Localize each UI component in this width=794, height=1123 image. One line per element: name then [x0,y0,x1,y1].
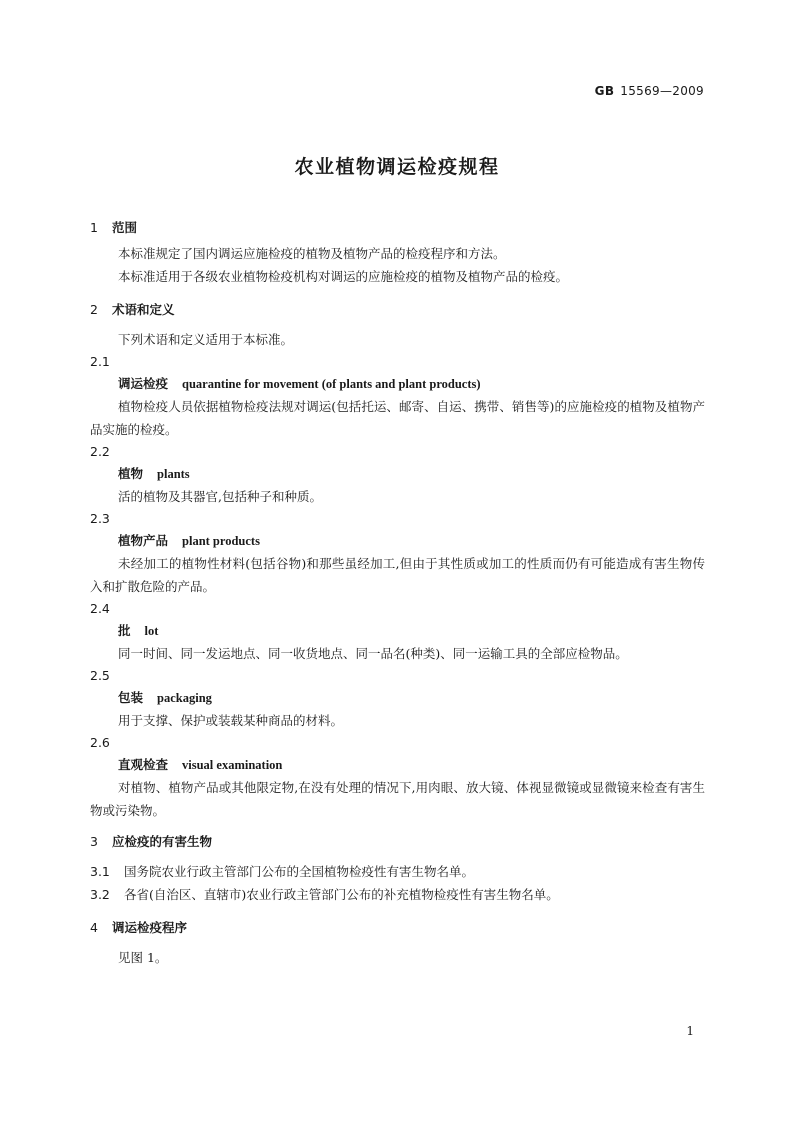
section-title: 范围 [112,220,138,235]
clause-number: 2.2 [90,444,110,459]
term-english: plant products [182,534,260,548]
term-english: visual examination [182,758,283,772]
section-4-heading [90,914,705,942]
term-heading [90,687,705,709]
list-item-text: 各省(自治区、直辖市)农业行政主管部门公布的补充植物检疫性有害生物名单。 [124,887,559,902]
term-english: quarantine for movement (of plants and plant products) [182,377,481,391]
term-definition: 用于支撑、保护或装载某种商品的材料。 [118,713,344,728]
term-definition: 植物检疫人员依据植物检疫法规对调运(包括托运、邮寄、自运、携带、销售等)的应施检疫的植物及植物产品实施的检疫。 [90,399,705,437]
term-heading [90,530,705,552]
clause-number: 2.1 [90,354,110,369]
section-2-intro: 下列术语和定义适用于本标准。 [118,332,294,347]
section-2-heading [90,296,705,324]
term-english: packaging [157,691,212,705]
term-definition: 同一时间、同一发运地点、同一收货地点、同一品名(种类)、同一运输工具的全部应检物品。 [118,646,628,661]
page-number: 1 [686,1024,694,1038]
term-chinese: 植物产品 [118,533,169,548]
section-number: 4 [90,920,98,935]
clause-number: 2.4 [90,601,110,616]
term-definition: 未经加工的植物性材料(包括谷物)和那些虽经加工,但由于其性质或加工的性质而仍有可能造成有害生物传入和扩散危险的产品。 [90,556,705,594]
term-definition: 活的植物及其器官,包括种子和种质。 [118,489,322,504]
term-chinese: 调运检疫 [118,376,169,391]
term-heading [90,373,705,395]
term-heading [90,620,705,642]
term-english: plants [157,467,190,481]
section-title: 应检疫的有害生物 [112,834,213,849]
section-title: 调运检疫程序 [112,920,188,935]
section-1-paragraph-1: 本标准规定了国内调运应施检疫的植物及植物产品的检疫程序和方法。 [118,246,506,261]
term-english: lot [144,624,159,638]
standard-code [595,84,704,98]
section-title: 术语和定义 [112,302,175,317]
term-definition: 对植物、植物产品或其他限定物,在没有处理的情况下,用肉眼、放大镜、体视显微镜或显微镜来检查有害生物或污染物。 [90,780,705,818]
standard-number: 15569—2009 [620,84,704,98]
section-number: 3 [90,834,98,849]
term-heading [90,463,705,485]
list-item-number: 3.1 [90,864,110,879]
term-chinese: 包装 [118,690,144,705]
list-item [90,860,705,883]
clause-number: 2.6 [90,735,110,750]
term-chinese: 批 [118,623,131,638]
term-heading [90,754,705,776]
section-number: 2 [90,302,98,317]
list-item-text: 国务院农业行政主管部门公布的全国植物检疫性有害生物名单。 [124,864,475,879]
section-number: 1 [90,220,98,235]
list-item-number: 3.2 [90,887,110,902]
term-chinese: 直观检查 [118,757,169,772]
section-1-heading [90,214,705,242]
term-chinese: 植物 [118,466,144,481]
section-4-paragraph: 见图 1。 [118,950,168,965]
clause-number: 2.3 [90,511,110,526]
document-title: 农业植物调运检疫规程 [294,156,500,178]
section-3-heading [90,828,705,856]
list-item [90,883,705,906]
clause-number: 2.5 [90,668,110,683]
document-body [90,214,705,969]
section-1-paragraph-2: 本标准适用于各级农业植物检疫机构对调运的应施检疫的植物及植物产品的检疫。 [118,269,569,284]
standard-prefix: GB [594,84,615,98]
